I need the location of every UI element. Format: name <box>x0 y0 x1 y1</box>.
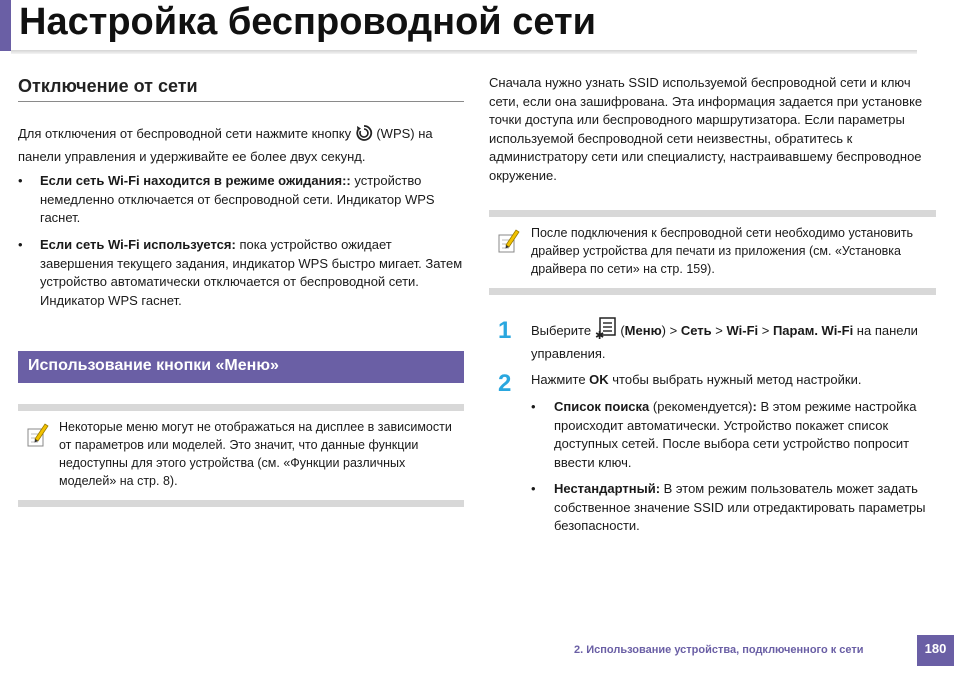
note-text: После подключения к беспроводной сети необходимо установить драйвер устройства для печати из приложения (см. «Установка драйвера по сети» на стр. 159). <box>531 226 914 276</box>
step-text: ( <box>616 323 625 338</box>
wps-icon <box>355 124 373 148</box>
bullet-text: устройство немедленно отключается от беспроводной сети. Индикатор WPS гаснет. <box>40 173 435 225</box>
ssid-intro: Сначала нужно узнать SSID используемой беспроводной сети и ключ сети, если она зашифрована. Эта информация задается при установке точки доступа или беспроводного маршрутизатора. Если параметры используемой беспроводной сети неизвестны, обратитесь к администратору сети или специалисту, настраивавшему беспроводное окружение. <box>489 75 923 183</box>
page-title: Настройка беспроводной сети <box>19 1 596 43</box>
bullet-text: В этом режиме настройка происходит автоматически. Устройство покажет список доступных сетей. После выбора сети устройство попросит ввести ключ. <box>554 399 917 470</box>
page-number: 180 <box>917 635 954 666</box>
bullet-text: (рекомендуется) <box>649 399 753 414</box>
bullet-text: В этом режим пользователь может задать собственное значение SSID или отредактировать параметры безопасности. <box>554 481 926 533</box>
step-2-text <box>531 371 941 390</box>
bullet-search-list <box>531 398 941 472</box>
step-text: > <box>758 323 773 338</box>
bullet-bold: Список поиска <box>554 399 650 414</box>
note-box-driver <box>489 210 936 295</box>
step-text: на панели управления. <box>531 323 918 361</box>
bullet-dot: • <box>531 399 536 414</box>
step-text: Выберите <box>531 323 592 338</box>
wifi-label: Wi-Fi <box>726 323 759 338</box>
bullet-dot: • <box>531 481 536 496</box>
menu-section-heading: Использование кнопки «Меню» <box>18 351 464 383</box>
bullet-dot: • <box>18 237 23 252</box>
menu-label: Меню <box>624 323 662 338</box>
bullet-bold: Если сеть Wi-Fi находится в режиме ожидания:: <box>40 173 351 188</box>
bullet-text: пока устройство ожидает завершения текущего задания, индикатор WPS быстро мигает. Затем устройство автоматически отключается от беспроводной сети. Индикатор WPS гаснет. <box>40 237 463 308</box>
note-pencil-icon <box>497 227 521 255</box>
intro-text-line2: панели управления и удерживайте ее более двух секунд. <box>18 148 366 164</box>
network-label: Сеть <box>680 323 712 338</box>
step-text: > <box>711 323 727 338</box>
bullet-dot: • <box>18 173 23 188</box>
svg-text:✱: ✱ <box>594 329 604 339</box>
menu-icon <box>595 317 617 345</box>
step-1-text <box>531 317 941 363</box>
section-heading-disconnect: Отключение от сети <box>18 74 464 102</box>
ok-label: OK <box>589 372 609 387</box>
step-text: Нажмите <box>531 372 590 387</box>
title-divider <box>11 50 917 54</box>
step-number-2: 2 <box>498 370 512 397</box>
footer-chapter-link[interactable]: 2. Использование устройства, подключенного к сети <box>574 644 864 656</box>
step-text: ) > <box>661 323 681 338</box>
intro-text: Для отключения от беспроводной сети нажмите кнопку <box>18 126 352 141</box>
disconnect-intro <box>18 124 464 166</box>
step-text: чтобы выбрать нужный метод настройки. <box>608 372 862 387</box>
title-accent-bar <box>0 0 11 51</box>
note-text: Некоторые меню могут не отображаться на дисплее в зависимости от параметров или моделей. Это значит, что данные функции недоступны для этого устройства (см. «Функции различных моделей» на стр. 8). <box>59 420 452 488</box>
step-number-1: 1 <box>498 317 512 344</box>
note-pencil-icon <box>26 421 50 449</box>
bullet-in-use <box>18 236 464 310</box>
bullet-custom <box>531 480 941 536</box>
bullet-bold: Нестандартный: <box>554 481 661 496</box>
intro-text-wps: (WPS) на <box>376 126 433 141</box>
bullet-standby <box>18 172 464 228</box>
bullet-bold: Если сеть Wi-Fi используется: <box>40 237 236 252</box>
note-box-menu <box>18 404 464 507</box>
wifi-settings-label: Парам. Wi-Fi <box>772 323 854 338</box>
bullet-colon: : <box>752 399 757 414</box>
